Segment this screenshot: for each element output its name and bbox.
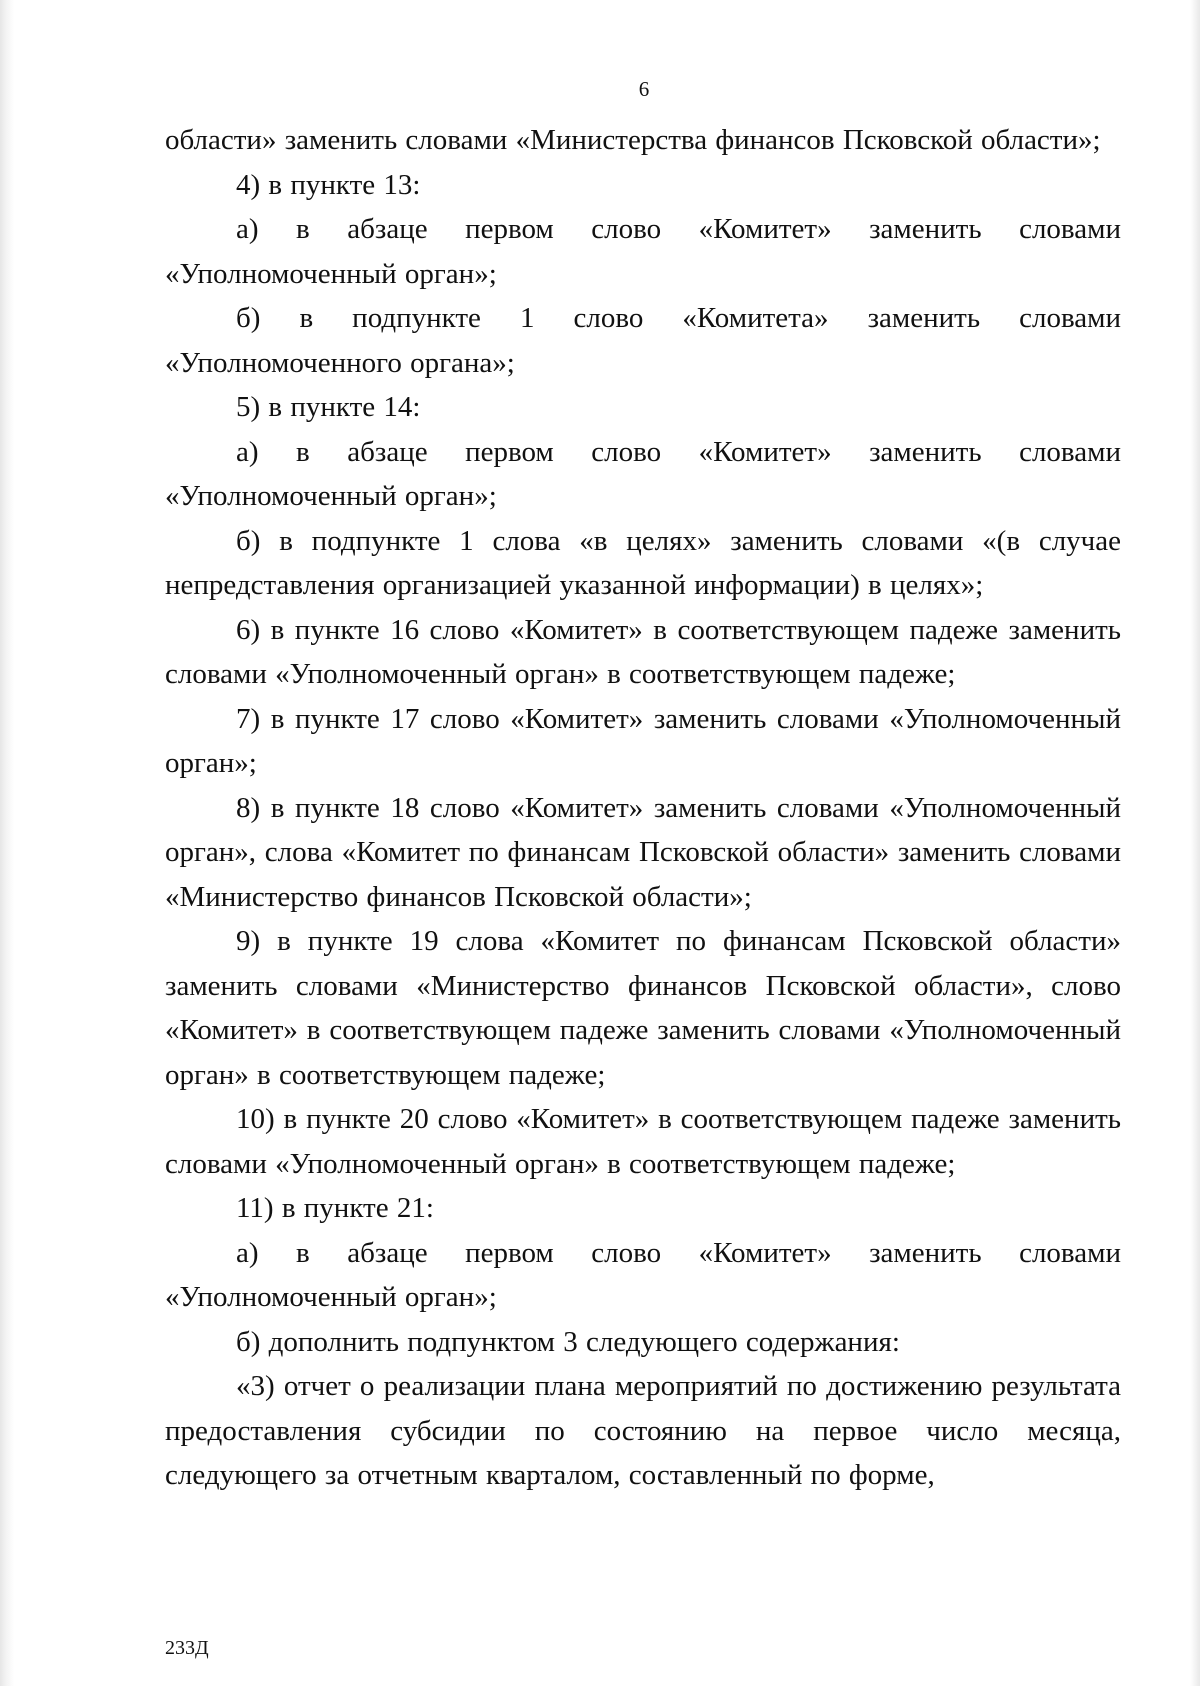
paragraph-11: 9) в пункте 19 слова «Комитет по финансам Псковской области» заменить словами «Министерство финансов Псковской области», слово «Комитет» в соответствующем падеже заменить словами «Уполномоченный орган» в соответствующем падеже; — [165, 925, 1121, 1091]
paragraph-6: а) в абзаце первом слово «Комитет» заменить словами «Уполномоченный орган»; — [165, 435, 1121, 512]
paragraph-12: 10) в пункте 20 слово «Комитет» в соответствующем падеже заменить словами «Уполномоченный орган» в соответствующем падеже; — [165, 1103, 1121, 1180]
paragraph-15: б) дополнить подпунктом 3 следующего содержания: — [236, 1325, 900, 1358]
paragraph-3: а) в абзаце первом слово «Комитет» заменить словами «Уполномоченный орган»; — [165, 213, 1121, 290]
document-body — [165, 118, 1121, 1498]
scan-edge-right — [1190, 0, 1200, 1686]
paragraph-7: б) в подпункте 1 слова «в целях» заменить словами «(в случае непредставления организацией указанной информации) в целях»; — [165, 524, 1121, 601]
paragraph-2: 4) в пункте 13: — [236, 168, 421, 201]
paragraph-5: 5) в пункте 14: — [236, 391, 421, 423]
paragraph-10: 8) в пункте 18 слово «Комитет» заменить словами «Уполномоченный орган», слова «Комитет по финансам Псковской области» заменить словами «Министерство финансов Псковской области»; — [165, 791, 1121, 913]
paragraph-9: 7) в пункте 17 слово «Комитет» заменить словами «Уполномоченный орган»; — [165, 702, 1121, 779]
paragraph-4: б) в подпункте 1 слово «Комитета» заменить словами «Уполномоченного органа»; — [165, 302, 1121, 379]
scan-edge-left — [0, 0, 14, 1686]
paragraph-1: области» заменить словами «Министерства финансов Псковской области»; — [165, 124, 1101, 156]
footer-document-code: 233Д — [165, 1637, 209, 1659]
paragraph-14: а) в абзаце первом слово «Комитет» заменить словами «Уполномоченный орган»; — [165, 1236, 1121, 1313]
page-number: 6 — [638, 77, 650, 101]
paragraph-13: 11) в пункте 21: — [236, 1192, 434, 1224]
paragraph-8: 6) в пункте 16 слово «Комитет» в соответствующем падеже заменить словами «Уполномоченный орган» в соответствующем падеже; — [165, 613, 1121, 690]
paragraph-16: «3) отчет о реализации плана мероприятий по достижению результата предоставления субсидии по состоянию на первое число месяца, следующего за отчетным кварталом, составленный по форме, — [165, 1370, 1121, 1491]
